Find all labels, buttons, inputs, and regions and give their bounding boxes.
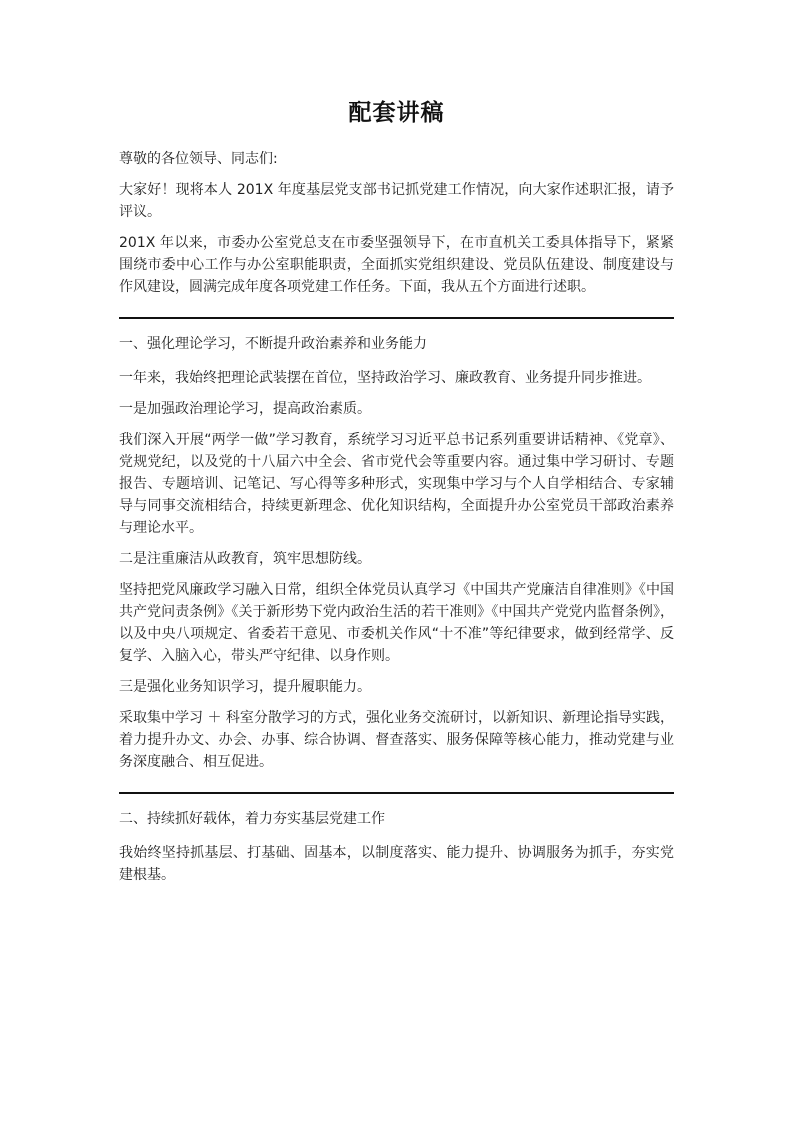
intro-paragraph-2: 201X 年以来，市委办公室党总支在市委坚强领导下，在市直机关工委具体指导下，紧紧围绕市委中心工作与办公室职能职责，全面抓实党组织建设、党员队伍建设、制度建设与作风建设，圆满完成年度各项党建工作任务。下面，我从五个方面进行述职。: [119, 235, 674, 295]
section-1-point-2-body: 坚持把党风廉政学习融入日常，组织全体党员认真学习《中国共产党廉洁自律准则》《中国共产党问责条例》《关于新形势下党内政治生活的若干准则》《中国共产党党内监督条例》，以及中央八项规定、省委若干意见、市委机关作风“十不准”等纪律要求，做到经常学、反复学、入脑入心，带头严守纪律、以身作则。: [119, 582, 674, 664]
greeting-paragraph: 尊敬的各位领导、同志们:: [119, 151, 278, 167]
intro-paragraph-1: 大家好！现将本人 201X 年度基层党支部书记抓党建工作情况，向大家作述职汇报，请予评议。: [119, 182, 674, 220]
section-2-summary: 我始终坚持抓基层、打基础、固基本，以制度落实、能力提升、协调服务为抓手，夯实党建根基。: [119, 845, 674, 883]
section-1-point-1-title: 一是加强政治理论学习，提高政治素质。: [119, 401, 371, 417]
section-divider-2: [119, 792, 674, 794]
document-title: 配套讲稿: [348, 100, 445, 126]
document-page: [119, 0, 674, 886]
section-1-heading: 一、强化理论学习，不断提升政治素养和业务能力: [119, 336, 427, 352]
section-2-heading: 二、持续抓好载体，着力夯实基层党建工作: [119, 811, 385, 827]
section-divider-1: [119, 317, 674, 319]
section-1-summary: 一年来，我始终把理论武装摆在首位，坚持政治学习、廉政教育、业务提升同步推进。: [119, 370, 651, 386]
section-1-point-1-body: 我们深入开展“两学一做”学习教育，系统学习习近平总书记系列重要讲话精神、《党章》、党规党纪，以及党的十八届六中全会、省市党代会等重要内容。通过集中学习研讨、专题报告、专题培训、记笔记、写心得等多种形式，实现集中学习与个人自学相结合、专家辅导与同事交流相结合，持续更新理念、优化知识结构，全面提升办公室党员干部政治素养与理论水平。: [119, 432, 674, 536]
section-1-point-3-title: 三是强化业务知识学习，提升履职能力。: [119, 679, 371, 695]
section-1-point-3-body: 采取集中学习 ＋ 科室分散学习的方式，强化业务交流研讨，以新知识、新理论指导实践，着力提升办文、办会、办事、综合协调、督查落实、服务保障等核心能力，推动党建与业务深度融合、相互促进。: [119, 710, 674, 770]
section-1-point-2-title: 二是注重廉洁从政教育，筑牢思想防线。: [119, 551, 371, 567]
